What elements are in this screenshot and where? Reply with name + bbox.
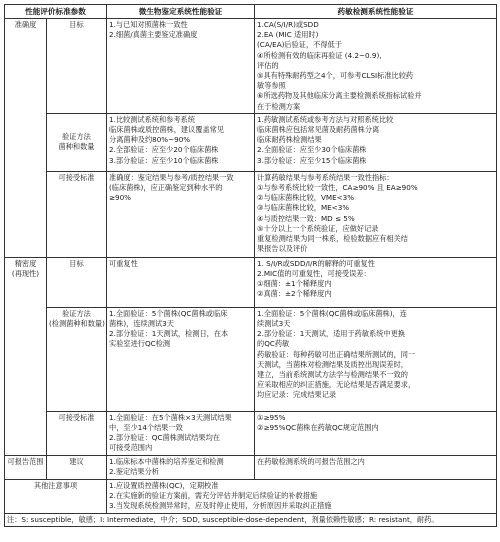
- sub-suggest: 建议: [47, 455, 107, 479]
- cell-mid: [107, 411, 255, 455]
- category-reportable-range: 可报告范围: [5, 455, 47, 479]
- text-line: 敏等参照: [257, 81, 286, 91]
- sub-criteria: 可接受标准: [47, 411, 107, 455]
- row-reportable-range: [5, 455, 497, 479]
- row-accuracy-method: [5, 113, 497, 171]
- sub-method: [47, 113, 107, 171]
- category-other-notes: 其他注意事项: [5, 479, 107, 513]
- cell-right: [255, 307, 497, 411]
- header-microbe-id: 微生物鉴定系统性能验证: [107, 5, 255, 19]
- text-line: 准确度：鉴定结果与参考/质控结果一致: [109, 172, 234, 182]
- text-line: 续测试3天: [257, 319, 291, 329]
- text-line: 药敏验证：每种药敏可出正确结果所测试的，同一: [257, 349, 416, 359]
- text-line: ⑤十分以上一个系统验证，应做好记录: [257, 223, 379, 233]
- text-line: 可重复性: [109, 258, 138, 268]
- text-line: 2.全面验证：应至少30个临床菌株: [257, 145, 367, 155]
- text-line: 可接受范围内: [109, 443, 153, 453]
- text-line: ①细菌：±1个稀释度内: [257, 279, 332, 289]
- row-other-notes: [5, 479, 497, 513]
- row-precision-criteria: [5, 411, 497, 455]
- text-line: 建立，当前系统测试方法学与检测结果不一致的: [257, 370, 408, 380]
- text-line: 精密度: [14, 258, 37, 268]
- row-footnote: [5, 513, 497, 526]
- cell-mid: [107, 307, 255, 411]
- text-line: 临床菌株应包括常见菌及耐药菌株分离: [257, 125, 380, 135]
- text-line: 1.与已知对照菌株一致性: [109, 20, 188, 29]
- text-line: 验证方法: [62, 132, 91, 142]
- text-line: 1.比较测试系统和参考系统: [109, 114, 195, 124]
- text-line: 2.细菌/真菌主要鉴定准确度: [109, 30, 198, 40]
- row-precision-method: [5, 307, 497, 411]
- text-line: 2.部分验证：QC菌株测试结果均在: [109, 433, 220, 443]
- text-line: 2.在实施新的验证方案前，需充分评估并制定后续验证的补救措施: [109, 490, 318, 500]
- row-accuracy-criteria: [5, 171, 497, 257]
- text-line: 在于检测方案: [257, 101, 301, 111]
- text-line: 3.当发现系统检测异常时，应及时停止使用，分析原因并采取纠正措施: [109, 501, 332, 511]
- header-parameter: 性能评价标准参数: [5, 5, 107, 19]
- cell-right: [255, 455, 497, 479]
- cell-right: [255, 171, 497, 257]
- text-line: 的QC药敏: [257, 339, 290, 349]
- text-line: ④与质控结果一致：MD ≤ 5%: [257, 213, 355, 223]
- sub-target: 目标: [47, 257, 107, 307]
- cell-mid: [107, 171, 255, 257]
- sub-criteria: 可接受标准: [47, 171, 107, 257]
- text-line: 1.全面验证：5个菌株(QC菌株或临床菌株)，连: [257, 308, 407, 318]
- cell-mid: [107, 455, 255, 479]
- text-line: 应采取相应的纠正措施，无论结果是否满足要求，: [257, 380, 416, 390]
- text-line: 1. S/I/R或SDD/I/R的解释的可重复性: [257, 258, 375, 268]
- cell-mid: [107, 113, 255, 171]
- text-line: 重复检测结果为同一株系，检验数据应有相关结: [257, 234, 408, 244]
- text-line: ②真菌：±2个稀释度内: [257, 289, 332, 299]
- text-line: ≥90%: [109, 193, 131, 203]
- text-line: (再现性): [11, 269, 40, 279]
- header-row: [5, 5, 497, 19]
- text-line: 分离菌种及约80%~90%: [109, 135, 191, 145]
- text-line: 1.应设置质控菌株(QC)，定期校准: [109, 480, 219, 490]
- cell-notes: [107, 479, 497, 513]
- category-precision: [5, 257, 47, 455]
- cell-mid: [107, 257, 255, 307]
- text-line: 评估的: [257, 60, 279, 70]
- text-line: 1.全面验证：在5个菌株×3天测试结果: [109, 412, 232, 422]
- text-line: 在药敏检测系统的可报告范围之内: [257, 456, 365, 466]
- text-line: ①≥95%: [257, 412, 286, 422]
- text-line: 2.全部验证：应至少20个临床菌株: [109, 145, 219, 155]
- text-line: 实验室进行QC检测: [109, 339, 170, 349]
- text-line: 菌种和数量: [58, 142, 95, 152]
- text-line: (检测菌种和数量): [49, 319, 105, 329]
- row-precision-target: [5, 257, 497, 307]
- text-line: 2.EA (MIC 适用时): [257, 30, 319, 40]
- text-line: 计算药敏结果与参考系统结果一致性指标：: [257, 172, 394, 182]
- text-line: 临床菌株或质控菌株，建议覆盖常见: [109, 125, 225, 135]
- text-line: ③与临床菌株比较，ME<3%: [257, 203, 350, 213]
- text-line: 3.部分验证：应至少15个临床菌株: [257, 155, 367, 165]
- text-line: 1.全面验证：5个菌株(QC菌株或临床: [109, 308, 228, 318]
- footnote: 注：S: susceptible，敏感；I: Intermediate，中介；SDD, susceptible-dose-dependent，剂量依赖性敏感；R: resistant，耐药。: [5, 513, 497, 526]
- text-line: 3.部分验证：应至少10个临床菌株: [109, 155, 219, 165]
- text-line: (CA/EA)后验证，不得低于: [257, 40, 342, 50]
- text-line: ②与临床菌株比较，VME<3%: [257, 193, 355, 203]
- text-line: 均应记录：完成结果记录: [257, 390, 337, 400]
- text-line: 2.鉴定结果分析: [109, 466, 159, 476]
- sub-method: [47, 307, 107, 411]
- cell-mid: [107, 19, 255, 114]
- text-line: 临床耐药株检测结果: [257, 135, 322, 145]
- text-line: 中，至少14个结果一致: [109, 423, 183, 433]
- text-line: 天测试，当菌株对检测结果及质控出现误差时，: [257, 359, 408, 369]
- text-line: 验证方法: [62, 308, 91, 318]
- text-line: ④所检测有效的临床再验证 (4.2~0.9),: [257, 50, 382, 60]
- text-line: ⑤具有特殊耐药型之4个，可参考CLSI标准比较药: [257, 71, 414, 81]
- text-line: 1.CA(S/I/R)或SDD: [257, 20, 319, 29]
- text-line: 2.部分验证：1天测试，检测日，在本: [109, 329, 229, 339]
- header-ast: 药敏检测系统性能验证: [255, 5, 497, 19]
- category-accuracy: 准确度: [5, 19, 47, 258]
- text-line: 1.药敏测试系统或参考方法与对照系统比较: [257, 114, 394, 124]
- text-line: 1.临床标本中菌株的培养鉴定和检测: [109, 456, 224, 466]
- cell-right: [255, 19, 497, 114]
- text-line: (临床菌株)，应正确鉴定到种水平的: [109, 183, 223, 193]
- text-line: ②≥95%QC菌株在药敏QC规定范围内: [257, 423, 379, 433]
- cell-right: [255, 257, 497, 307]
- text-line: 2.MIC值的可重复性，可接受误差：: [257, 269, 371, 279]
- text-line: ⑥所选药物及其他临床分离主要检测系统指标试验并: [257, 91, 422, 101]
- text-line: 菌株)，连续测试3天: [109, 319, 174, 329]
- text-line: ①与参考系统比较一致性，CA≥90% 且 EA≥90%: [257, 183, 418, 193]
- cell-right: [255, 411, 497, 455]
- row-accuracy-target: [5, 19, 497, 114]
- text-line: 2.部分验证：1天测试，适用于药敏系统中更换: [257, 329, 405, 339]
- performance-verification-table: [4, 4, 497, 527]
- sub-target: 目标: [47, 19, 107, 114]
- document-page: [4, 4, 496, 527]
- text-line: 果报告以及评价: [257, 244, 308, 254]
- cell-right: [255, 113, 497, 171]
